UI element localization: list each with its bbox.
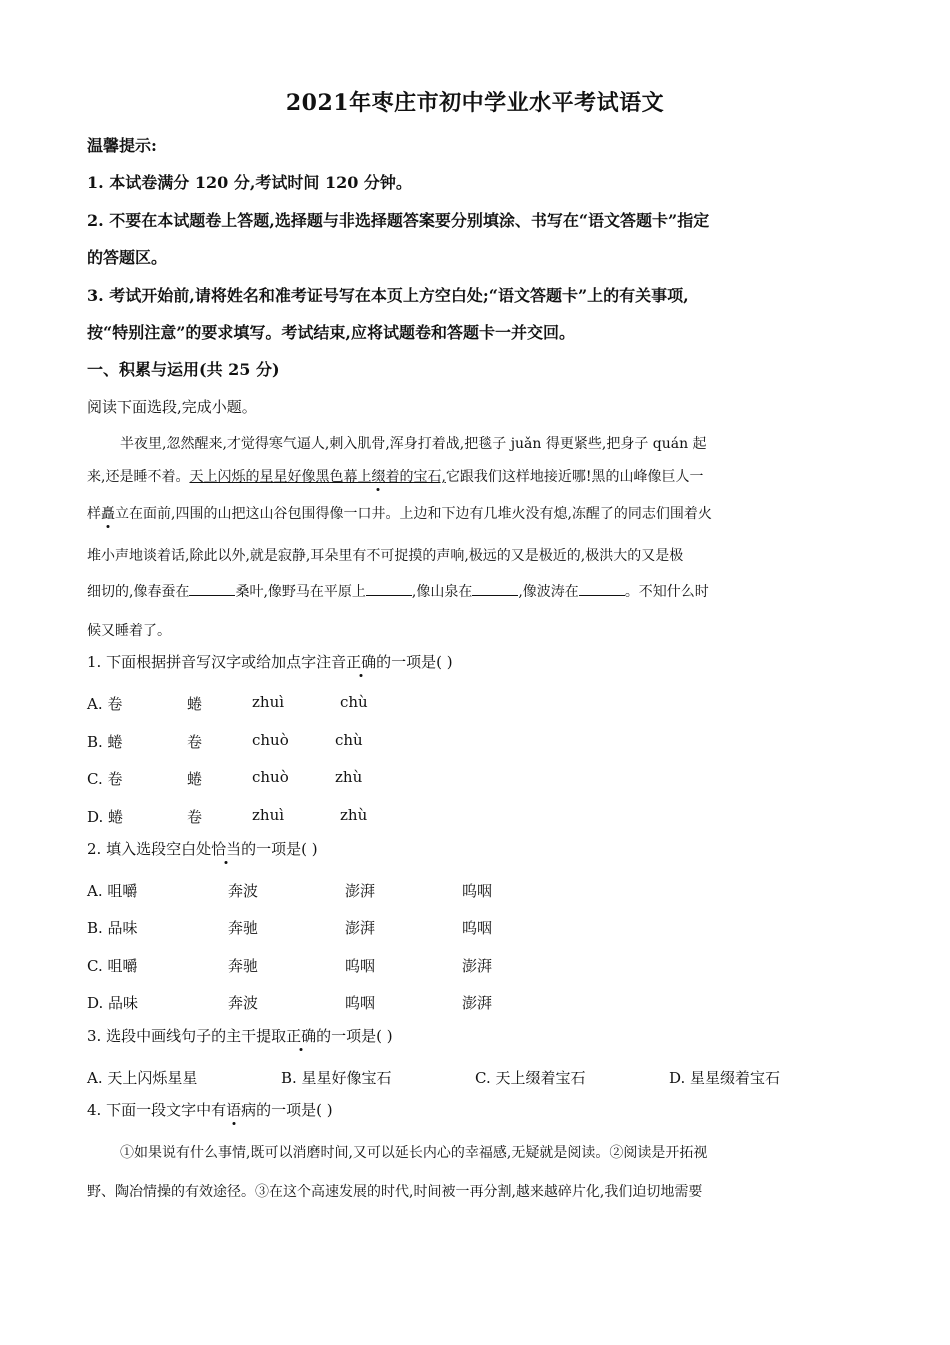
question-1-stem	[87, 651, 453, 672]
stem-text: 3. 选段中画线句子的主干提取	[87, 1027, 287, 1045]
q1-option-b-2: 卷	[187, 733, 203, 751]
q4-passage-line-1: ①如果说有什么事情,既可以消磨时间,又可以延长内心的幸福感,无疑就是阅读。②阅读是开拓视	[120, 1145, 708, 1161]
passage-text: 细切的,像春蚕在	[87, 584, 190, 600]
tip-2-line2: 的答题区。	[87, 248, 168, 267]
q1-option-b-1[interactable]: B. 蜷	[87, 733, 123, 751]
q3-option-c[interactable]: C. 天上缀着宝石	[475, 1069, 586, 1087]
q1-option-a-3: zhuì	[252, 693, 285, 711]
passage-line-5	[87, 581, 709, 601]
q2-option-d-4: 澎湃	[462, 994, 493, 1012]
q1-option-c-1[interactable]: C. 卷	[87, 770, 123, 788]
q2-option-a-1[interactable]: A. 咀嚼	[87, 882, 138, 900]
q2-option-d-2: 奔波	[228, 994, 259, 1012]
q2-option-a-4: 呜咽	[462, 882, 493, 900]
q1-option-d-2: 卷	[187, 808, 203, 826]
reading-instruction: 阅读下面选段,完成小题。	[87, 398, 257, 416]
dotted-char-chu: 矗	[101, 506, 115, 522]
tip-3-line2: 按“特别注意”的要求填写。考试结束,应将试题卷和答题卡一并交回。	[87, 323, 575, 342]
blank-3	[472, 583, 518, 596]
q1-option-d-4: zhù	[340, 806, 368, 824]
passage-line-3	[87, 503, 712, 523]
q1-option-d-3: zhuì	[252, 806, 285, 824]
stem-text: 的一项是( )	[241, 840, 318, 858]
passage-text: ,像山泉在	[411, 584, 473, 600]
q2-option-d-1[interactable]: D. 品味	[87, 994, 139, 1012]
tip-3-line1: 3. 考试开始前,请将姓名和准考证号写在本页上方空白处;“语文答题卡”上的有关事项,	[87, 286, 689, 305]
underlined-part-2: 着的宝石,	[385, 469, 446, 485]
q3-option-d[interactable]: D. 星星缀着宝石	[669, 1069, 781, 1087]
q2-option-c-3: 呜咽	[345, 957, 376, 975]
dotted-word: 恰当	[211, 840, 242, 858]
underlined-sentence	[189, 469, 445, 485]
q1-option-a-1[interactable]: A. 卷	[87, 695, 123, 713]
passage-text: 它跟我们这样地接近哪!黑的山峰像巨人一	[445, 469, 704, 485]
question-2-stem	[87, 838, 318, 859]
q1-option-c-3: chuò	[252, 768, 289, 786]
question-4-stem	[87, 1099, 333, 1120]
section-heading: 一、积累与运用(共 25 分)	[87, 360, 280, 379]
dotted-word: 正确	[286, 1027, 317, 1045]
q1-option-b-3: chuò	[252, 731, 289, 749]
passage-text: 样	[87, 506, 101, 522]
dotted-word: 正确	[346, 653, 377, 671]
stem-text: 1. 下面根据拼音写汉字或给加点字注音	[87, 653, 347, 671]
q1-option-a-4: chù	[340, 693, 368, 711]
blank-2	[366, 583, 412, 596]
stem-text: 的一项是( )	[256, 1101, 333, 1119]
passage-text: 立在面前,四围的山把这山谷包围得像一口井。上边和下边有几堆火没有熄,冻醒了的同志们围着火	[115, 506, 712, 522]
q3-option-b[interactable]: B. 星星好像宝石	[281, 1069, 392, 1087]
passage-text: 来,还是睡不着。	[87, 469, 190, 485]
stem-text: 4. 下面一段文字中	[87, 1101, 212, 1119]
stem-text: 2. 填入选段空白处	[87, 840, 212, 858]
q2-option-c-1[interactable]: C. 咀嚼	[87, 957, 138, 975]
passage-line-4: 堆小声地谈着话,除此以外,就是寂静,耳朵里有不可捉摸的声响,极远的又是极近的,极洪大的又是极	[87, 548, 684, 564]
dotted-word: 有语病	[211, 1101, 257, 1119]
underlined-part-1: 天上闪烁的星星好像黑色幕上	[189, 469, 372, 485]
q2-option-c-2: 奔驰	[228, 957, 259, 975]
blank-4	[579, 583, 625, 596]
q2-option-d-3: 呜咽	[345, 994, 376, 1012]
q1-option-b-4: chù	[335, 731, 363, 749]
q2-option-b-1[interactable]: B. 品味	[87, 919, 138, 937]
q3-option-a[interactable]: A. 天上闪烁星星	[87, 1069, 198, 1087]
q1-option-d-1[interactable]: D. 蜷	[87, 808, 124, 826]
stem-text: 的一项是( )	[376, 653, 453, 671]
passage-line-6: 候又睡着了。	[87, 623, 171, 639]
dotted-char-zhui: 缀	[371, 469, 386, 485]
passage-line-2	[87, 466, 704, 486]
passage-text: 桑叶,像野马在平原上	[235, 584, 366, 600]
tips-heading: 温馨提示:	[87, 136, 157, 155]
blank-1	[189, 583, 235, 596]
passage-line-1: 半夜里,忽然醒来,才觉得寒气逼人,刺入肌骨,浑身打着战,把毯子 juǎn 得更紧些,把身子 quán 起	[120, 436, 707, 452]
passage-text: ,像波涛在	[518, 584, 579, 600]
q2-option-c-4: 澎湃	[462, 957, 493, 975]
q1-option-c-4: zhù	[335, 768, 363, 786]
question-3-stem	[87, 1025, 393, 1046]
q2-option-a-2: 奔波	[228, 882, 259, 900]
q2-option-a-3: 澎湃	[345, 882, 376, 900]
tip-2-line1: 2. 不要在本试题卷上答题,选择题与非选择题答案要分别填涂、书写在“语文答题卡”指定	[87, 211, 710, 230]
q4-passage-line-2: 野、陶冶情操的有效途径。③在这个高速发展的时代,时间被一再分割,越来越碎片化,我们迫切地需要	[87, 1184, 703, 1200]
q2-option-b-4: 呜咽	[462, 919, 493, 937]
passage-text: 。不知什么时	[624, 584, 709, 600]
q2-option-b-2: 奔驰	[228, 919, 259, 937]
stem-text: 的一项是( )	[316, 1027, 393, 1045]
q2-option-b-3: 澎湃	[345, 919, 376, 937]
page-title: 2021年枣庄市初中学业水平考试语文	[285, 90, 665, 116]
tip-1: 1. 本试卷满分 120 分,考试时间 120 分钟。	[87, 173, 412, 192]
q1-option-a-2: 蜷	[187, 695, 203, 713]
q1-option-c-2: 蜷	[187, 770, 203, 788]
